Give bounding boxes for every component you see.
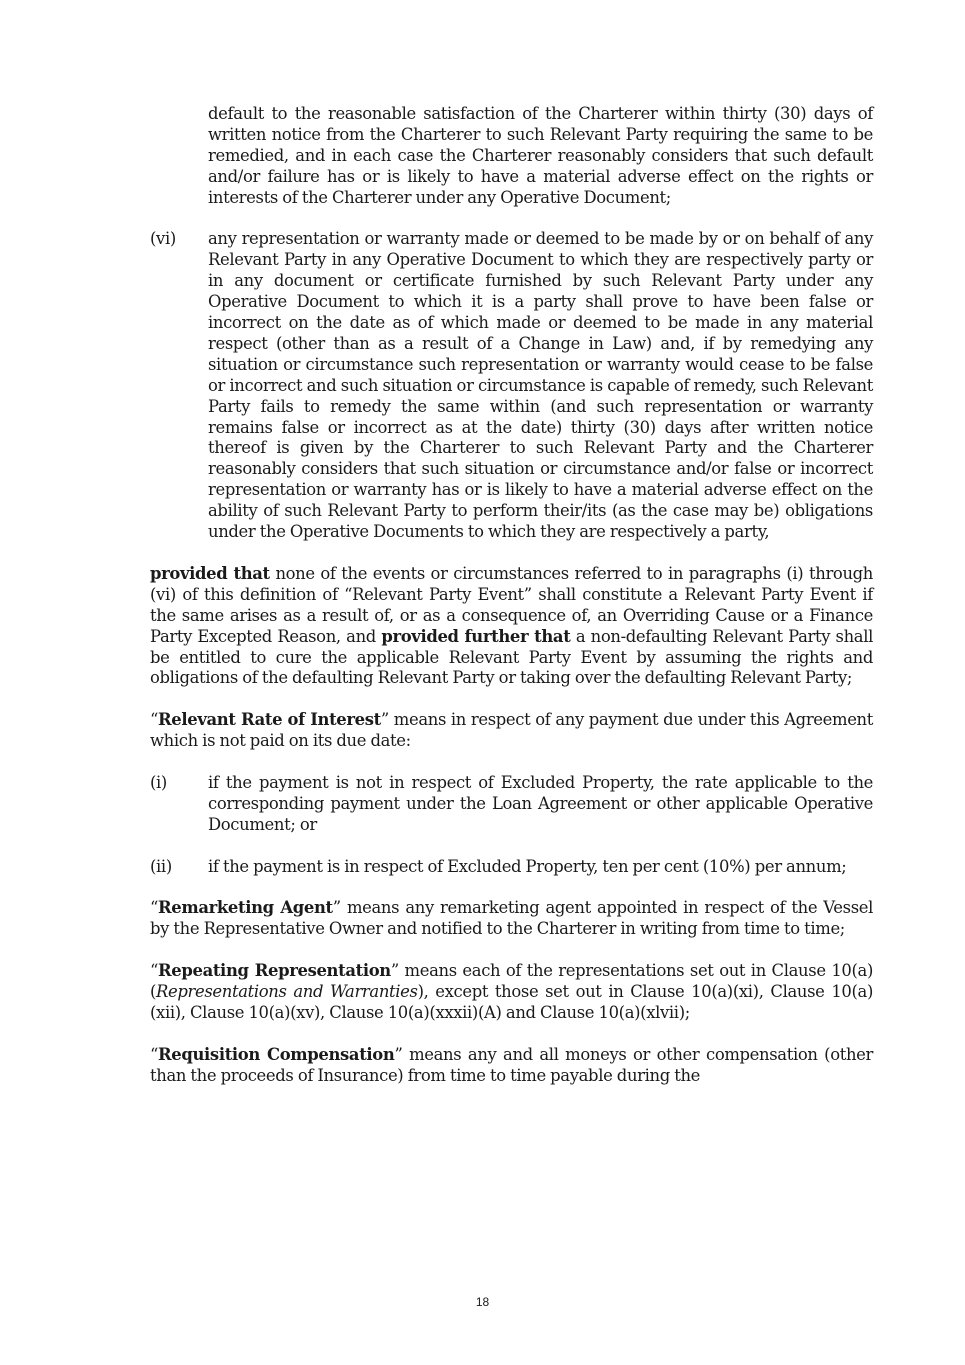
clause-title-italic: Representations and Warranties bbox=[156, 981, 418, 1001]
close-quote: ” bbox=[380, 710, 389, 730]
defined-term: Remarketing Agent bbox=[158, 898, 333, 918]
item-text: if the payment is not in respect of Excluded Property, the rate applicable to the corresponding payment under the Loan Agreement or other applicable Operative Document; or bbox=[208, 772, 873, 834]
open-quote: “ bbox=[150, 898, 159, 918]
proviso-paragraph bbox=[150, 564, 873, 689]
open-quote: “ bbox=[150, 1044, 159, 1064]
definition-text: means each of the representations set out in Clause 10(a) ( bbox=[150, 961, 874, 1001]
spacer bbox=[150, 209, 873, 230]
definition-remarketing-agent bbox=[150, 898, 873, 940]
spacer bbox=[150, 877, 873, 898]
definition-requisition-compensation bbox=[150, 1045, 873, 1087]
spacer bbox=[150, 689, 873, 710]
close-quote: ” bbox=[332, 898, 341, 918]
spacer bbox=[150, 752, 873, 773]
spacer bbox=[150, 543, 873, 564]
close-quote: ” bbox=[394, 1044, 403, 1064]
open-quote: “ bbox=[150, 961, 159, 981]
list-item-ii bbox=[150, 857, 873, 878]
continuation-paragraph: default to the reasonable satisfaction of the Charterer within thirty (30) days of written notice from the Charterer to such Relevant Party requiring the same to be remedied, and in each case the Charterer reasonably considers that such default and/or failure has or is likely to have a material adverse effect on the rights or interests of the Charterer under any Operative Document; bbox=[208, 104, 873, 207]
document-page bbox=[150, 104, 873, 1086]
item-text: any representation or warranty made or deemed to be made by or on behalf of any Relevant Party in any Operative Document to which they are respectively party or in any document or certificate furnished by such Relevant Party under any Operative Document to which it is a party shall prove to have been false or incorrect on the date as of which made or deemed to be made in any material respect (other than as a result of a Change in Law) and, if by remedying any situation or circumstance such representation or warranty would cease to be false or incorrect and such situation or circumstance is capable of remedy, such Relevant Party fails to remedy the same within (and such representation or warranty remains false or incorrect as at the date) thirty (30) days after written notice thereof is given by the Charterer to such Relevant Party and the Charterer reasonably considers that such situation or circumstance and/or false or incorrect representation or warranty has or is likely to have a material adverse effect on the ability of such Relevant Party to perform their/its (as the case may be) obligations under the Operative Documents to which they are respectively a party, bbox=[208, 229, 873, 542]
item-label: (ii) bbox=[150, 856, 172, 876]
spacer bbox=[150, 940, 873, 961]
defined-term: Requisition Compensation bbox=[158, 1044, 395, 1064]
list-item-i bbox=[150, 773, 873, 836]
definition-text: ), except those set out in Clause 10(a)(xi), Clause 10(a)(xii), Clause 10(a)(xv), Clause 10(a)(xxxii)(A) and Clause 10(a)(xlvii); bbox=[150, 981, 873, 1022]
proviso-text: none of the events or circumstances referred to in paragraphs (i) through (vi) of this definition of “Relevant Party Event” shall constitute a Relevant Party Event if the same arises as a result of, or as a consequence of, an Overriding Cause or a Finance Party Excepted Reason, and bbox=[150, 563, 873, 646]
item-label: (vi) bbox=[150, 229, 176, 249]
definition-relevant-rate-of-interest bbox=[150, 710, 873, 752]
defined-term: Relevant Rate of Interest bbox=[158, 710, 381, 730]
item-text: if the payment is in respect of Excluded Property, ten per cent (10%) per annum; bbox=[208, 856, 847, 876]
page-number: 18 bbox=[475, 1295, 490, 1309]
item-label: (i) bbox=[150, 772, 167, 792]
defined-term: Repeating Representation bbox=[158, 961, 391, 981]
definition-repeating-representation bbox=[150, 961, 873, 1024]
definition-text: means any remarketing agent appointed in respect of the Vessel by the Representative Owner and notified to the Charterer in writing from time to time; bbox=[150, 898, 873, 939]
proviso-bold: provided that bbox=[150, 563, 270, 583]
open-quote: “ bbox=[150, 710, 159, 730]
close-quote: ” bbox=[390, 961, 399, 981]
list-item-vi bbox=[150, 229, 873, 543]
definition-text: means in respect of any payment due under this Agreement which is not paid on its due date: bbox=[150, 710, 873, 751]
proviso-text: a non-defaulting Relevant Party shall be entitled to cure the applicable Relevant Party Event by assuming the rights and obligations of the defaulting Relevant Party or taking over the defaulting Relevant Party; bbox=[150, 626, 873, 688]
proviso-further-bold: provided further that bbox=[381, 626, 571, 646]
spacer bbox=[150, 1024, 873, 1045]
spacer bbox=[150, 836, 873, 857]
definition-text: means any and all moneys or other compensation (other than the proceeds of Insurance) from time to time payable during the bbox=[150, 1044, 873, 1085]
